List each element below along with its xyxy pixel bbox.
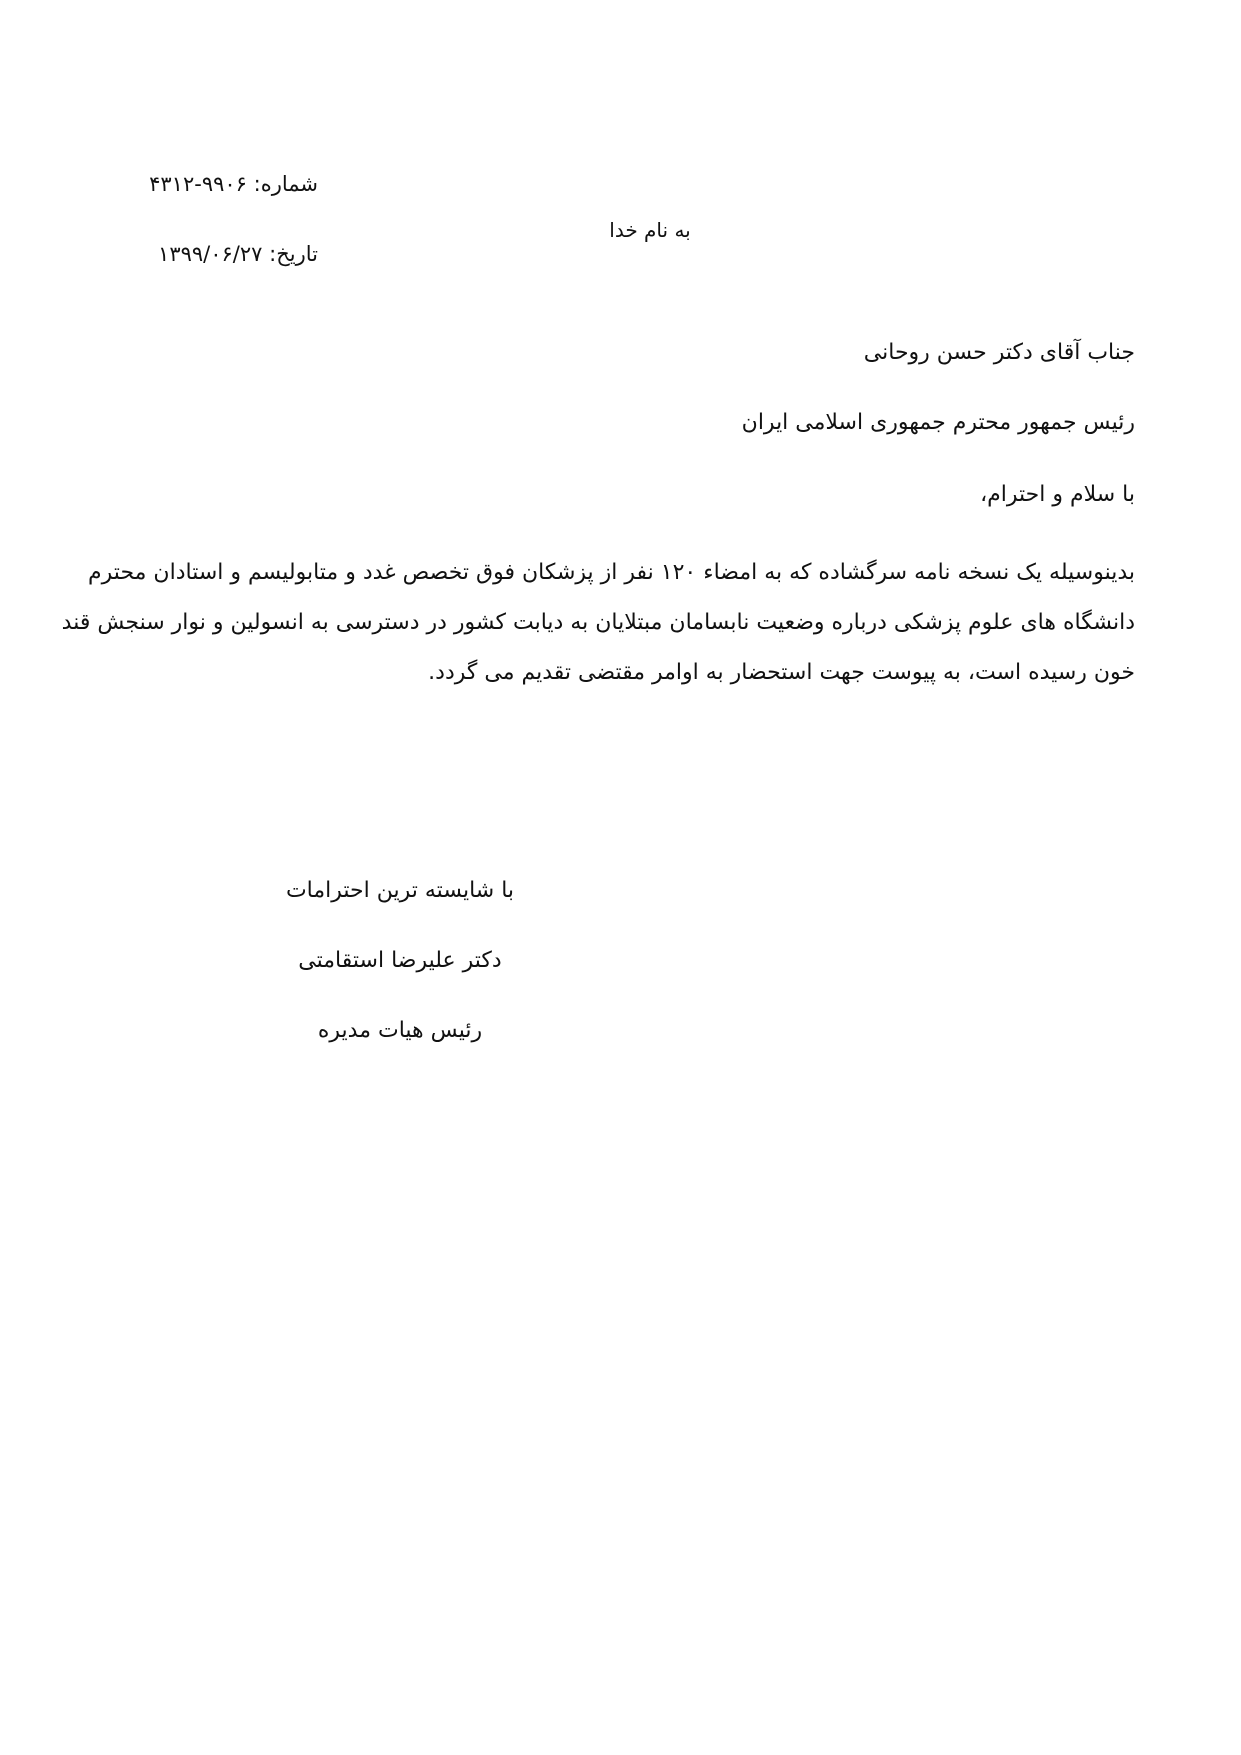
- letter-number: [149, 172, 318, 196]
- basmala-heading: به نام خدا: [609, 218, 691, 242]
- body-paragraph: [61, 548, 1135, 698]
- signature-closing: با شایسته ترین احترامات: [285, 878, 515, 903]
- addressee-name: جناب آقای دکتر حسن روحانی: [863, 340, 1135, 365]
- letter-date-label: تاریخ:: [269, 242, 318, 266]
- letter-number-label: شماره:: [253, 172, 318, 196]
- addressee-title: رئیس جمهور محترم جمهوری اسلامی ایران: [741, 410, 1135, 435]
- body-line: خون رسیده است، به پیوست جهت استحضار به اوامر مقتضی تقدیم می گردد.: [428, 660, 1135, 685]
- letter-date-value: ۱۳۹۹/۰۶/۲۷: [158, 242, 263, 266]
- letter-date: [158, 242, 318, 266]
- letter-number-value: ۹۹۰۶-۴۳۱۲: [149, 172, 247, 196]
- signatory-name: دکتر علیرضا استقامتی: [298, 948, 502, 973]
- signatory-title: رئیس هیات مدیره: [317, 1018, 483, 1043]
- greeting: با سلام و احترام،: [980, 482, 1135, 507]
- body-line: دانشگاه های علوم پزشکی درباره وضعیت نابسامان مبتلایان به دیابت کشور در دسترسی به انسولین و نوار سنجش قند: [61, 610, 1135, 635]
- body-line: بدینوسیله یک نسخه نامه سرگشاده که به امضاء ۱۲۰ نفر از پزشکان فوق تخصص غدد و متابولیسم و استادان محترم: [88, 560, 1135, 585]
